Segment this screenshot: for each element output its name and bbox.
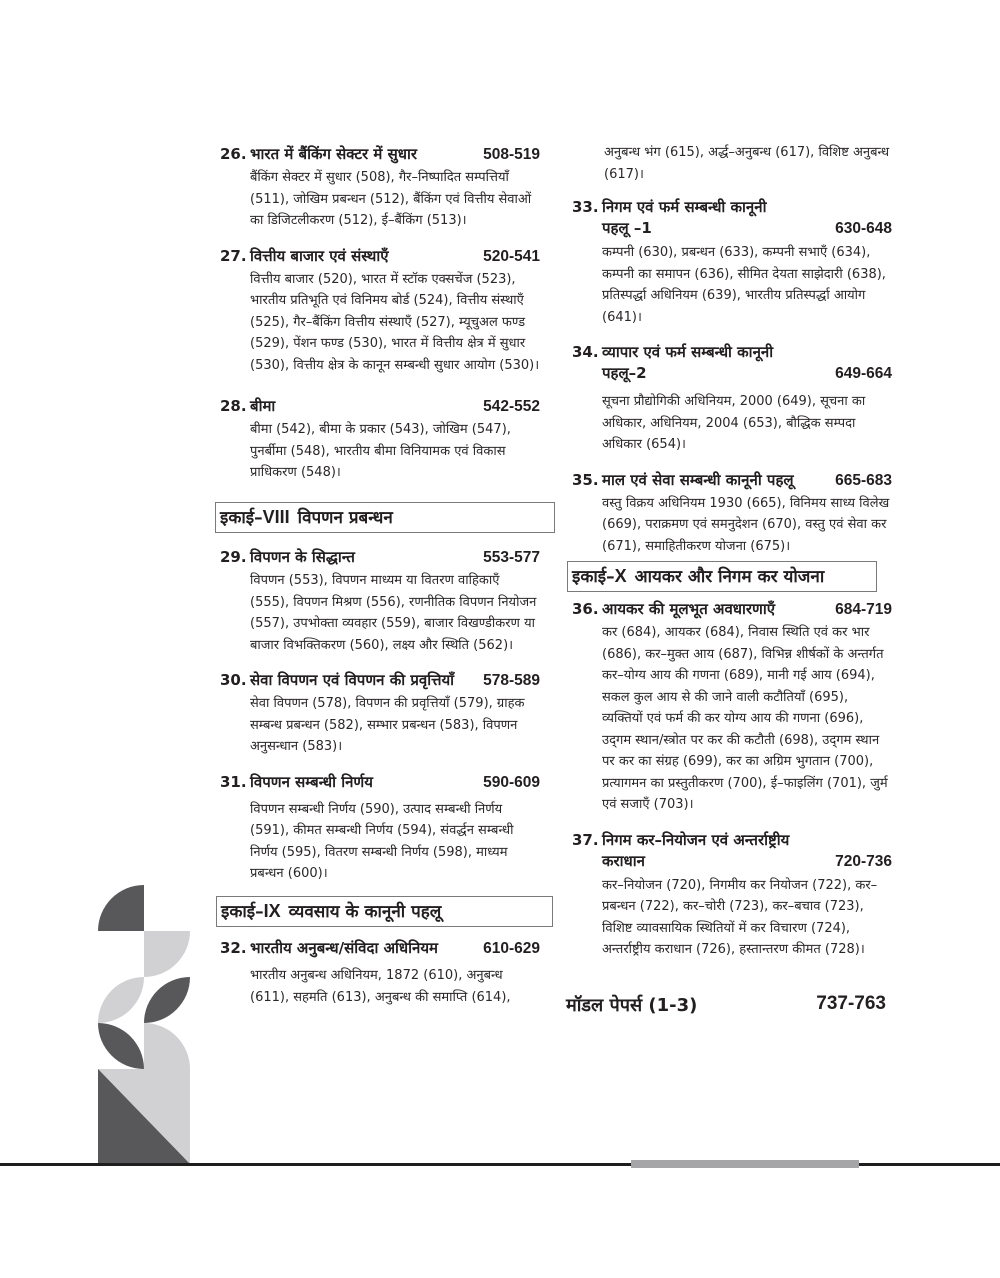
chapter-title: भारतीय अनुबन्ध/संविदा अधिनियम [250, 939, 439, 957]
chapter-number: 28. [220, 397, 247, 415]
chapter-number: 30. [220, 671, 247, 689]
toc-entry-36 [572, 599, 892, 816]
chapter-number: 37. [572, 830, 599, 849]
chapter-title: सेवा विपणन एवं विपणन की प्रवृत्तियाँ [250, 671, 455, 689]
dark-leaf-shape [98, 1023, 144, 1069]
chapter-title: भारत में बैंकिंग सेक्टर में सुधार [250, 145, 417, 163]
chapter-topics: भारतीय अनुबन्ध अधिनियम, 1872 (610), अनुबन्ध (611), सहमति (613), अनुबन्ध की समाप्ति (614), [250, 968, 511, 1005]
toc-entry-28 [220, 396, 540, 484]
toc-right-column-lower [572, 599, 892, 975]
toc-entry-31 [220, 772, 540, 885]
chapter-topics: बीमा (542), बीमा के प्रकार (543), जोखिम (547), पुनर्बीमा (548), भारतीय बीमा विनियामक एवं विकास प्राधिकरण (548)। [250, 422, 511, 480]
chapter-number: 27. [220, 246, 247, 265]
model-papers-title: मॉडल पेपर्स (1-3) [566, 995, 698, 1016]
page-range: 737-763 [816, 993, 886, 1014]
chapter-number: 36. [572, 600, 599, 618]
page-range: 590-609 [483, 773, 540, 791]
toc-entry-29 [220, 547, 540, 656]
unit-viii-header [215, 502, 555, 533]
chapter-title: बीमा [250, 397, 276, 415]
toc-entry-26 [220, 144, 540, 232]
unit-title: व्यवसाय के कानूनी पहलू [288, 902, 442, 922]
toc-entry-27 [220, 246, 540, 377]
chapter-topics: बैंकिंग सेक्टर में सुधार (508), गैर–निष्पादित सम्पत्तियाँ (511), जोखिम प्रबन्धन (512), बैंकिंग एवं वित्तीय सेवाओं का डिजिटलीकरण (512), ई–बैंकिंग (513)। [250, 170, 532, 228]
chapter-topics: वित्तीय बाजार (520), भारत में स्टॉक एक्सचेंज (523), भारतीय प्रतिभूति एवं विनिमय बोर्ड (524), वित्तीय संस्थाएँ (525), गैर–बैंकिंग वित्तीय संस्थाएँ (527), म्यूचुअल फण्ड (529), पेंशन फण्ड (530), भारत में वित्तीय क्षेत्र में सुधार (530), वित्तीय क्षेत्र के कानून सम्बन्धी सुधार आयोग (530)। [250, 271, 540, 373]
light-rectangle-shape [98, 1069, 190, 1164]
unit-title: विपणन प्रबन्धन [297, 508, 393, 528]
chapter-title: विपणन के सिद्धान्त [250, 548, 355, 566]
chapter-title: माल एवं सेवा सम्बन्धी कानूनी पहलू [602, 470, 794, 489]
chapter-topics: सूचना प्रौद्योगिकी अधिनियम, 2000 (649), सूचना का अधिकार, अधिनियम, 2004 (653), बौद्धिक सम्पदा अधिकार (654)। [602, 394, 866, 452]
toc-left-column-bottom [220, 938, 540, 1022]
toc-right-column [572, 144, 892, 571]
dark-quarter-circle-shape [98, 885, 144, 931]
chapter-number: 26. [220, 145, 247, 163]
chapter-topics: विपणन (553), विपणन माध्यम या वितरण वाहिकाएँ (555), विपणन मिश्रण (556), रणनीतिक विपणन नियोजन (557), उपभोक्ता व्यवहार (559), बाजार विखण्डीकरण या बाजार विभक्तिकरण (560), लक्ष्य और स्थिति (562)। [250, 573, 537, 653]
unit-roman-numeral: IX [263, 901, 281, 921]
toc-left-column-lower [220, 547, 540, 899]
page-range: 553-577 [483, 549, 540, 566]
page-range: 610-629 [483, 940, 540, 957]
chapter-title-continued: कराधान [602, 851, 645, 870]
chapter-title: निगम एवं फर्म सम्बन्धी कानूनी [602, 198, 767, 216]
chapter-title: वित्तीय बाजार एवं संस्थाएँ [250, 246, 389, 265]
chapter-title: निगम कर–नियोजन एवं अन्तर्राष्ट्रीय [602, 830, 790, 849]
toc-entry-30 [220, 670, 540, 758]
continued-topics: अनुबन्ध भंग (615), अर्द्ध–अनुबन्ध (617), विशिष्ट अनुबन्ध (617)। [604, 145, 890, 182]
model-papers-entry [566, 993, 886, 1017]
toc-left-column [220, 144, 540, 498]
chapter-title-continued: पहलू–2 [602, 364, 647, 382]
light-quarter-circle-shape [144, 931, 190, 977]
chapter-number: 31. [220, 772, 247, 791]
page-range: 578-589 [483, 672, 540, 689]
unit-prefix: इकाई– [221, 902, 264, 922]
chapter-number: 29. [220, 548, 247, 566]
chapter-title-continued: पहलू –1 [602, 219, 652, 237]
page-range: 720-736 [835, 852, 892, 870]
unit-roman-numeral: X [614, 566, 627, 586]
toc-entry-34 [572, 342, 892, 456]
unit-prefix: इकाई– [220, 508, 263, 528]
light-leaf-shape [98, 977, 144, 1023]
toc-entry-37 [572, 830, 892, 961]
page-range: 684-719 [835, 601, 892, 618]
toc-entry-32 [220, 938, 540, 1008]
toc-entry-35 [572, 470, 892, 558]
chapter-number: 34. [572, 343, 599, 361]
light-quarter-circle-shape [144, 1023, 190, 1069]
page-range: 665-683 [835, 471, 892, 489]
chapter-topics: कम्पनी (630), प्रबन्धन (633), कम्पनी सभाएँ (634), कम्पनी का समापन (636), सीमित देयता साझेदारी (638), प्रतिस्पर्द्धा अधिनियम (639), भारतीय प्रतिस्पर्द्धा आयोग (641)। [602, 245, 886, 325]
unit-ix-header [216, 896, 553, 927]
chapter-title: व्यापार एवं फर्म सम्बन्धी कानूनी [602, 343, 774, 361]
page-range: 508-519 [483, 146, 540, 163]
chapter-title: आयकर की मूलभूत अवधारणाएँ [602, 600, 776, 618]
chapter-title: विपणन सम्बन्धी निर्णय [250, 772, 373, 791]
chapter-number: 33. [572, 198, 599, 216]
chapter-topics: कर–नियोजन (720), निगमीय कर नियोजन (722), कर–प्रबन्धन (722), कर–चोरी (723), कर–बचाव (723), विशिष्ट व्यावसायिक स्थितियों में कर विचारण (724), अन्तर्राष्ट्रीय कराधान (726), हस्तान्तरण कीमत (728)। [602, 877, 878, 957]
chapter-topics: कर (684), आयकर (684), निवास स्थिति एवं कर भार (686), कर–मुक्त आय (687), विभिन्न शीर्षकों के अन्तर्गत कर–योग्य आय की गणना (689), मानी गई आय (694), सकल कुल आय से की जाने वाली कटौतियाँ (695), व्यक्तियों एवं फर्म की कर योग्य आय की गणना (696), उद्‌गम स्थान/स्त्रोत पर कर की कटौती (698), उद्‌गम स्थान पर कर का संग्रह (699), कर का अग्रिम भुगतान (700), प्रत्यागमन का प्रस्तुतीकरण (700), ई–फाइलिंग (701), जुर्म एवं सजाएँ (703)। [602, 625, 888, 812]
chapter-topics: विपणन सम्बन्धी निर्णय (590), उत्पाद सम्बन्धी निर्णय (591), कीमत सम्बन्धी निर्णय (594), संवर्द्धन सम्बन्धी निर्णय (595), वितरण सम्बन्धी निर्णय (598), माध्यम प्रबन्धन (600)। [250, 801, 514, 881]
toc-entry-33 [572, 197, 892, 328]
unit-prefix: इकाई– [572, 567, 615, 587]
dark-triangle-shape [98, 1069, 190, 1164]
chapter-number: 32. [220, 939, 247, 957]
unit-title: आयकर और निगम कर योजना [634, 567, 825, 587]
page-range: 649-664 [835, 365, 892, 382]
page-range: 542-552 [483, 398, 540, 415]
page-range: 520-541 [483, 247, 540, 265]
unit-x-header [567, 561, 877, 592]
chapter-topics: वस्तु विक्रय अधिनियम 1930 (665), विनिमय साध्य विलेख (669), पराक्रमण एवं समनुदेशन (670), वस्तु एवं सेवा कर (671), समाहितीकरण योजना (675)। [602, 495, 890, 554]
chapter-number: 35. [572, 470, 599, 489]
dark-leaf-shape [144, 977, 190, 1023]
unit-roman-numeral: VIII [262, 507, 290, 527]
footer-tab-bar [631, 1160, 859, 1168]
page-range: 630-648 [835, 220, 892, 237]
chapter-topics: सेवा विपणन (578), विपणन की प्रवृत्तियाँ (579), ग्राहक सम्बन्ध प्रबन्धन (582), सम्भार प्रबन्धन (583), विपणन अनुसन्धान (583)। [250, 696, 525, 754]
